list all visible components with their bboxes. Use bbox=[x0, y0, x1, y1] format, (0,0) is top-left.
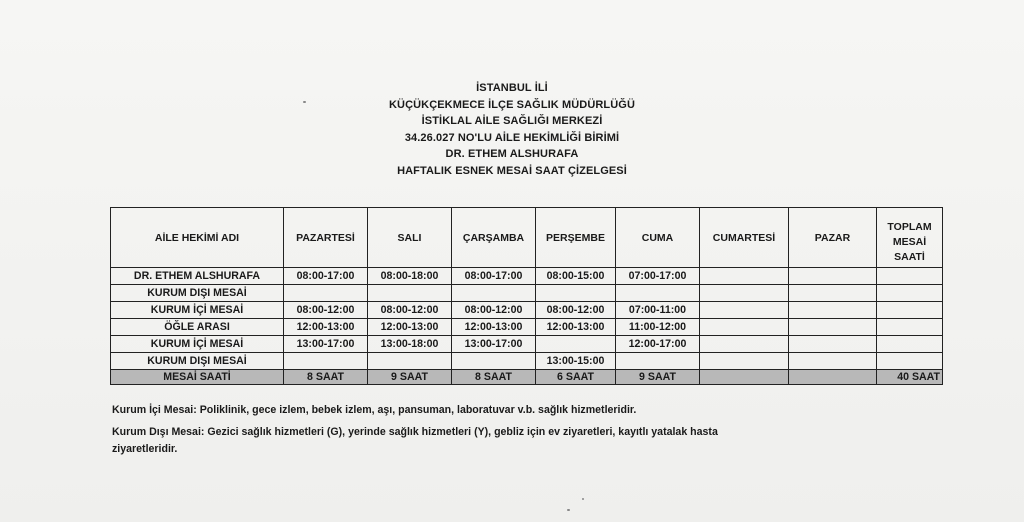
col-header-total-line: TOPLAM bbox=[887, 221, 932, 233]
time-cell bbox=[700, 353, 789, 370]
time-cell bbox=[536, 336, 616, 353]
col-header: AİLE HEKİMİ ADI bbox=[111, 208, 284, 268]
row-label-cell: ÖĞLE ARASI bbox=[111, 319, 284, 336]
time-cell: 08:00-12:00 bbox=[368, 302, 452, 319]
scan-speck bbox=[582, 498, 584, 500]
time-cell: 08:00-17:00 bbox=[452, 268, 536, 285]
time-cell bbox=[789, 302, 877, 319]
time-cell bbox=[789, 319, 877, 336]
table-row bbox=[111, 319, 943, 336]
col-header-total bbox=[877, 208, 943, 268]
schedule-table bbox=[110, 207, 943, 385]
time-cell: 13:00-17:00 bbox=[284, 336, 368, 353]
time-cell: 12:00-13:00 bbox=[368, 319, 452, 336]
col-header-total-line: SAATİ bbox=[894, 251, 925, 263]
time-cell bbox=[700, 302, 789, 319]
row-label-cell: KURUM DIŞI MESAİ bbox=[111, 285, 284, 302]
time-cell bbox=[789, 353, 877, 370]
time-cell: 13:00-15:00 bbox=[536, 353, 616, 370]
table-row bbox=[111, 285, 943, 302]
time-cell bbox=[877, 336, 943, 353]
table-row bbox=[111, 353, 943, 370]
note-kurum-disi-line: ziyaretleridir. bbox=[112, 443, 178, 455]
time-cell bbox=[452, 285, 536, 302]
time-cell: 08:00-18:00 bbox=[368, 268, 452, 285]
time-cell bbox=[452, 353, 536, 370]
time-cell bbox=[877, 353, 943, 370]
time-cell: 07:00-17:00 bbox=[616, 268, 700, 285]
note-kurum-ici: Kurum İçi Mesai: Poliklinik, gece izlem, bebek izlem, aşı, pansuman, laboratuvar v.b. sağlık hizmetleridir. bbox=[112, 404, 637, 416]
col-header: SALI bbox=[368, 208, 452, 268]
time-cell bbox=[368, 353, 452, 370]
time-cell: 08:00-12:00 bbox=[536, 302, 616, 319]
total-row bbox=[111, 370, 943, 385]
col-header: PERŞEMBE bbox=[536, 208, 616, 268]
table-body bbox=[111, 268, 943, 370]
time-cell: 13:00-17:00 bbox=[452, 336, 536, 353]
row-label-cell: KURUM İÇİ MESAİ bbox=[111, 302, 284, 319]
header-health-center: İSTİKLAL AİLE SAĞLIĞI MERKEZİ bbox=[421, 115, 603, 128]
time-cell bbox=[284, 285, 368, 302]
total-cell: 8 SAAT bbox=[284, 370, 368, 385]
time-cell: 08:00-15:00 bbox=[536, 268, 616, 285]
total-cell bbox=[700, 370, 789, 385]
scan-speck bbox=[303, 101, 306, 103]
time-cell bbox=[789, 268, 877, 285]
time-cell bbox=[789, 285, 877, 302]
col-header: CUMARTESİ bbox=[700, 208, 789, 268]
header-unit: 34.26.027 NO'LU AİLE HEKİMLİĞİ BİRİMİ bbox=[404, 131, 620, 144]
time-cell: 08:00-17:00 bbox=[284, 268, 368, 285]
note-kurum-disi-line: Kurum Dışı Mesai: Gezici sağlık hizmetleri (G), yerinde sağlık hizmetleri (Y), gebliz için ev ziyaretleri, kayıtlı yatalak hasta bbox=[112, 426, 718, 438]
col-header: CUMA bbox=[616, 208, 700, 268]
time-cell bbox=[700, 268, 789, 285]
time-cell: 08:00-12:00 bbox=[284, 302, 368, 319]
total-cell bbox=[789, 370, 877, 385]
row-label-cell: KURUM DIŞI MESAİ bbox=[111, 353, 284, 370]
row-label-cell: KURUM İÇİ MESAİ bbox=[111, 336, 284, 353]
total-cell: 9 SAAT bbox=[616, 370, 700, 385]
notes-section bbox=[112, 402, 872, 458]
time-cell bbox=[700, 285, 789, 302]
header-province: İSTANBUL İLİ bbox=[476, 82, 548, 94]
time-cell bbox=[877, 268, 943, 285]
note-kurum-disi bbox=[112, 424, 872, 458]
header-title: HAFTALIK ESNEK MESAİ SAAT ÇİZELGESİ bbox=[397, 164, 627, 177]
time-cell bbox=[616, 353, 700, 370]
time-cell: 08:00-12:00 bbox=[452, 302, 536, 319]
col-header: PAZAR bbox=[789, 208, 877, 268]
header-doctor: DR. ETHEM ALSHURAFA bbox=[445, 148, 579, 161]
table-row bbox=[111, 302, 943, 319]
time-cell bbox=[616, 285, 700, 302]
total-cell: 6 SAAT bbox=[536, 370, 616, 385]
time-cell bbox=[877, 285, 943, 302]
table-row bbox=[111, 268, 943, 285]
document-header bbox=[300, 80, 724, 180]
table-header-row bbox=[111, 208, 943, 268]
time-cell bbox=[700, 319, 789, 336]
time-cell bbox=[877, 302, 943, 319]
time-cell bbox=[284, 353, 368, 370]
header-directorate: KÜÇÜKÇEKMECE İLÇE SAĞLIK MÜDÜRLÜĞÜ bbox=[388, 98, 635, 111]
total-cell: MESAİ SAATİ bbox=[111, 370, 284, 385]
time-cell bbox=[700, 336, 789, 353]
row-label-cell: DR. ETHEM ALSHURAFA bbox=[111, 268, 284, 285]
total-cell: 40 SAAT bbox=[877, 370, 943, 385]
scan-speck bbox=[567, 509, 570, 511]
time-cell: 07:00-11:00 bbox=[616, 302, 700, 319]
time-cell bbox=[536, 285, 616, 302]
time-cell: 12:00-13:00 bbox=[284, 319, 368, 336]
time-cell: 13:00-18:00 bbox=[368, 336, 452, 353]
time-cell bbox=[877, 319, 943, 336]
time-cell bbox=[368, 285, 452, 302]
col-header: ÇARŞAMBA bbox=[452, 208, 536, 268]
total-cell: 8 SAAT bbox=[452, 370, 536, 385]
total-cell: 9 SAAT bbox=[368, 370, 452, 385]
time-cell: 11:00-12:00 bbox=[616, 319, 700, 336]
col-header: PAZARTESİ bbox=[284, 208, 368, 268]
time-cell: 12:00-13:00 bbox=[536, 319, 616, 336]
time-cell: 12:00-17:00 bbox=[616, 336, 700, 353]
time-cell: 12:00-13:00 bbox=[452, 319, 536, 336]
time-cell bbox=[789, 336, 877, 353]
table-row bbox=[111, 336, 943, 353]
col-header-total-line: MESAİ bbox=[892, 236, 927, 248]
